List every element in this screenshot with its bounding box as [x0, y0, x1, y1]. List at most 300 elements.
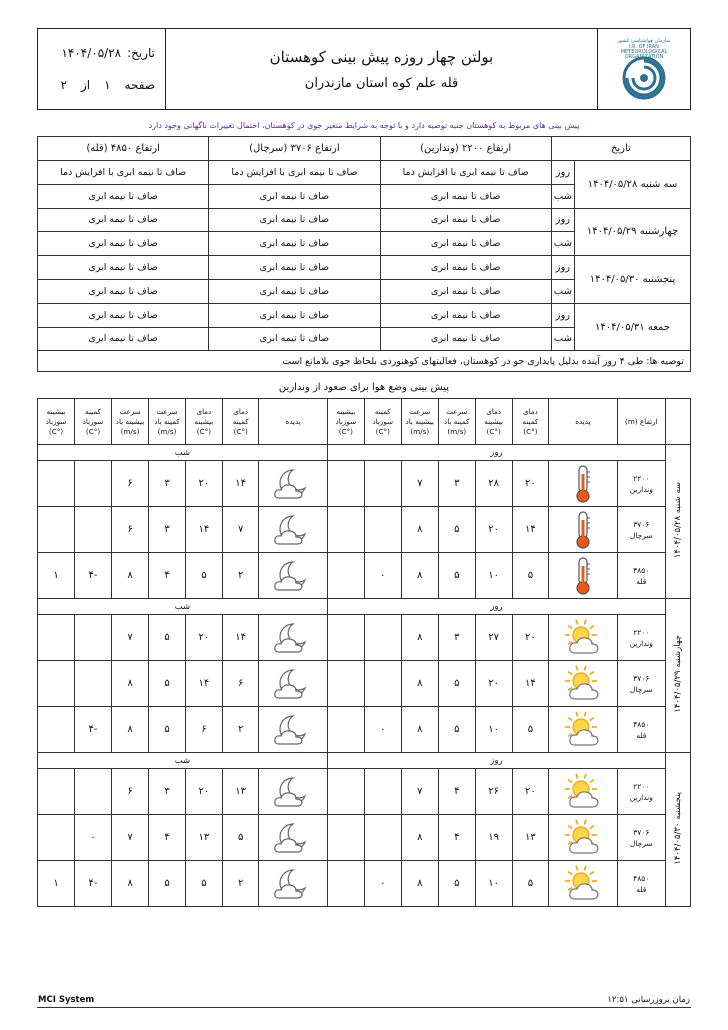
- day-label: روز: [327, 445, 665, 461]
- day-value: ۵: [512, 553, 549, 599]
- column-header-line: (°C): [48, 426, 64, 436]
- summary-header-altitude: ارتفاع ۳۷۰۶ (سرچال): [209, 137, 380, 161]
- night-phenomenon-cell: [259, 461, 327, 507]
- altitude-place: سرچال: [629, 838, 653, 848]
- summary-condition: صاف تا نیمه ابری: [38, 327, 209, 351]
- night-value: ۲: [222, 707, 259, 753]
- day-date-cell: [665, 445, 690, 599]
- day-value: ۰: [364, 861, 401, 907]
- column-header-line: (m/s): [447, 426, 467, 436]
- day-value: ۳: [438, 461, 475, 507]
- day-phenomenon-cell: [549, 615, 617, 661]
- column-header-line: سرعت: [156, 406, 178, 416]
- logo-text-1: I.R. OF IRAN: [629, 44, 659, 50]
- day-value: ۵: [512, 861, 549, 907]
- day-value: ۳: [438, 615, 475, 661]
- disclaimer-note: پیش بینی های مربوط به کوهستان جنبه توصیه دارد و با توجه به شرایط متغیر جوی در کوهستان، احتمال تغییرات ناگهانی وجود دارد: [148, 121, 580, 130]
- day-date-cell: [665, 599, 690, 753]
- header-min-temp: [512, 399, 549, 445]
- day-value: ۵: [438, 553, 475, 599]
- night-value: ۲: [222, 553, 259, 599]
- summary-daynight: روز: [551, 208, 574, 232]
- altitude-value: ۴۸۵۰: [633, 719, 650, 729]
- daynight-label-row: [38, 445, 691, 461]
- night-value: -۴: [75, 553, 112, 599]
- day-value: ۸: [401, 661, 438, 707]
- day-date: پنجشنبه ۱۴۰۴/۰۵/۳۰: [672, 791, 683, 865]
- moon-cloud-icon: [259, 866, 326, 902]
- moon-cloud-icon: [259, 558, 326, 594]
- header-min-wind-night: [149, 399, 186, 445]
- night-value: [75, 461, 112, 507]
- night-value: ۷: [112, 815, 149, 861]
- altitude-cell: [617, 461, 665, 507]
- detail-title: پیش بینی وضع هوا برای صعود از وندارین: [278, 382, 450, 393]
- night-phenomenon-cell: [259, 553, 327, 599]
- column-header-line: دمای: [522, 406, 538, 416]
- altitude-place: سرچال: [629, 530, 653, 540]
- summary-condition: صاف تا نیمه ابری با افزایش دما: [380, 161, 551, 185]
- header-max-temp: [475, 399, 512, 445]
- sun-cloud-icon: [549, 865, 616, 903]
- altitude-row: [38, 861, 691, 907]
- day-value: ۱۹: [475, 815, 512, 861]
- logo-text-2: METEOROLOGICAL: [620, 49, 668, 55]
- altitude-value: ۲۲۰۰: [633, 473, 650, 483]
- summary-header-date: تاریخ: [551, 137, 690, 161]
- day-value: ۸: [401, 553, 438, 599]
- summary-condition: صاف تا نیمه ابری: [209, 208, 380, 232]
- night-value: ۶: [186, 707, 223, 753]
- column-header-line: کمینه: [374, 406, 391, 416]
- summary-daynight: روز: [551, 256, 574, 280]
- footer-divider: [37, 1007, 691, 1008]
- day-phenomenon-cell: [549, 553, 617, 599]
- night-value: ۱: [38, 861, 75, 907]
- altitude-row: [38, 615, 691, 661]
- header-max-windchill-night: [38, 399, 75, 445]
- sun-cloud-icon: [549, 773, 616, 811]
- summary-condition: صاف تا نیمه ابری: [38, 208, 209, 232]
- summary-condition: صاف تا نیمه ابری: [209, 327, 380, 351]
- day-value: [364, 461, 401, 507]
- day-value: [364, 507, 401, 553]
- summary-row: [38, 208, 691, 232]
- altitude-row: [38, 707, 691, 753]
- night-value: ۵: [149, 661, 186, 707]
- night-value: ۳: [149, 769, 186, 815]
- summary-row: [38, 256, 691, 280]
- footer-system: MCI System: [38, 995, 95, 1005]
- summary-condition: صاف تا نیمه ابری: [38, 232, 209, 256]
- altitude-cell: [617, 507, 665, 553]
- night-value: ۵: [186, 553, 223, 599]
- header-phenomenon-night: پدیده: [259, 399, 327, 445]
- column-header-line: سرعت: [446, 406, 468, 416]
- day-value: [327, 615, 364, 661]
- night-value: -۴: [75, 707, 112, 753]
- altitude-cell: [617, 815, 665, 861]
- summary-date: پنجشنبه ۱۴۰۴/۰۵/۳۰: [575, 256, 691, 304]
- day-value: ۲۰: [475, 661, 512, 707]
- summary-daynight: روز: [551, 161, 574, 185]
- column-header-line: (°C): [338, 426, 353, 436]
- day-phenomenon-cell: [549, 661, 617, 707]
- altitude-cell: [617, 769, 665, 815]
- day-value: ۱۰: [475, 861, 512, 907]
- column-header-line: بیشینه: [46, 406, 66, 416]
- date-page-box: [38, 29, 166, 109]
- day-phenomenon-cell: [549, 815, 617, 861]
- night-value: [38, 815, 75, 861]
- altitude-cell: [617, 707, 665, 753]
- day-value: [327, 461, 364, 507]
- night-value: ۸: [112, 661, 149, 707]
- day-value: [327, 815, 364, 861]
- summary-condition: صاف تا نیمه ابری: [209, 184, 380, 208]
- night-value: [38, 769, 75, 815]
- summary-condition: صاف تا نیمه ابری: [209, 279, 380, 303]
- day-value: ۲۰: [512, 615, 549, 661]
- column-header-line: بیشینه: [336, 406, 356, 416]
- summary-daynight: شب: [551, 279, 574, 303]
- night-value: ۷: [222, 507, 259, 553]
- summary-condition: صاف تا نیمه ابری: [38, 303, 209, 327]
- day-value: ۲۶: [475, 769, 512, 815]
- summary-date: سه شنبه ۱۴۰۴/۰۵/۲۸: [575, 161, 691, 209]
- day-value: ۸: [401, 507, 438, 553]
- day-value: ۵: [438, 507, 475, 553]
- column-header-line: کمینه باد: [154, 416, 180, 426]
- night-phenomenon-cell: [259, 707, 327, 753]
- night-label: شب: [38, 445, 328, 461]
- bulletin-title: بولتن چهار روزه پیش بینی کوهستان: [269, 47, 494, 66]
- summary-daynight: روز: [551, 303, 574, 327]
- sun-cloud-icon: [549, 619, 616, 657]
- altitude-row: [38, 461, 691, 507]
- day-value: ۲۷: [475, 615, 512, 661]
- logo-text-3: ORGANIZATION: [624, 54, 664, 60]
- altitude-place: وندارین: [629, 638, 653, 648]
- summary-condition: صاف تا نیمه ابری: [209, 303, 380, 327]
- page-total: ۲: [60, 78, 67, 92]
- header-altitude: ارتفاع (m): [617, 399, 665, 445]
- night-value: [75, 769, 112, 815]
- column-header-line: دمای: [233, 406, 249, 416]
- summary-date: جمعه ۱۴۰۴/۰۵/۳۱: [575, 303, 691, 351]
- day-value: ۰: [364, 707, 401, 753]
- moon-cloud-icon: [259, 512, 326, 548]
- irimo-logo: [597, 29, 690, 109]
- day-value: [327, 507, 364, 553]
- day-value: [327, 861, 364, 907]
- summary-condition: صاف تا نیمه ابری: [380, 303, 551, 327]
- header-max-wind: [401, 399, 438, 445]
- header-min-windchill: [364, 399, 401, 445]
- date-label: تاریخ:: [127, 46, 155, 60]
- column-header-line: سوزباد: [82, 416, 104, 426]
- day-value: ۱۰: [475, 707, 512, 753]
- night-value: ۲۰: [186, 769, 223, 815]
- header-phenomenon-day: پدیده: [549, 399, 617, 445]
- night-value: ۰: [75, 815, 112, 861]
- detail-header-row: [38, 399, 691, 445]
- header-min-windchill-night: [75, 399, 112, 445]
- day-value: ۱۳: [512, 815, 549, 861]
- day-phenomenon-cell: [549, 707, 617, 753]
- column-header-line: (°C): [523, 426, 538, 436]
- altitude-value: ۲۲۰۰: [633, 627, 650, 637]
- day-value: ۴: [438, 769, 475, 815]
- altitude-place: قله: [636, 576, 647, 586]
- thermometer-icon: [549, 556, 616, 596]
- altitude-value: ۳۷۰۶: [633, 519, 650, 529]
- daynight-label-row: [38, 753, 691, 769]
- altitude-value: ۲۲۰۰: [633, 781, 650, 791]
- day-value: ۸: [401, 815, 438, 861]
- altitude-place: وندارین: [629, 484, 653, 494]
- summary-condition: صاف تا نیمه ابری با افزایش دما: [38, 161, 209, 185]
- day-date-cell: [665, 753, 690, 907]
- night-phenomenon-cell: [259, 615, 327, 661]
- summary-condition: صاف تا نیمه ابری: [38, 279, 209, 303]
- summary-table: [37, 136, 691, 372]
- day-phenomenon-cell: [549, 769, 617, 815]
- day-value: [327, 707, 364, 753]
- moon-cloud-icon: [259, 712, 326, 748]
- night-phenomenon-cell: [259, 861, 327, 907]
- column-header-line: (m/s): [157, 426, 177, 436]
- night-value: ۱: [38, 553, 75, 599]
- column-header-line: کمینه باد: [444, 416, 470, 426]
- day-date: سه شنبه ۱۴۰۴/۰۵/۲۸: [672, 481, 683, 559]
- column-header-line: سوزباد: [45, 416, 67, 426]
- night-phenomenon-cell: [259, 769, 327, 815]
- day-phenomenon-cell: [549, 461, 617, 507]
- daynight-label-row: [38, 599, 691, 615]
- night-value: ۱۴: [186, 507, 223, 553]
- of-label: از: [80, 78, 91, 92]
- night-value: [38, 615, 75, 661]
- day-date: چهارشنبه ۱۴۰۴/۰۵/۲۹: [672, 635, 683, 713]
- column-header-line: سوزباد: [335, 416, 357, 426]
- night-value: ۵: [222, 815, 259, 861]
- header-max-windchill: [327, 399, 364, 445]
- night-value: ۵: [149, 861, 186, 907]
- recommendation-row: [38, 351, 691, 372]
- column-header-line: (°C): [85, 426, 101, 436]
- night-value: [75, 507, 112, 553]
- night-value: ۶: [112, 507, 149, 553]
- thermometer-icon: [549, 510, 616, 550]
- day-value: ۴: [438, 815, 475, 861]
- column-header-line: سرعت: [119, 406, 141, 416]
- day-label: روز: [327, 599, 665, 615]
- day-value: [364, 815, 401, 861]
- night-value: ۱۳: [222, 769, 259, 815]
- night-value: ۳: [149, 507, 186, 553]
- day-value: [364, 615, 401, 661]
- day-value: ۸: [401, 861, 438, 907]
- column-header-line: سوزباد: [372, 416, 394, 426]
- day-value: ۲۰: [512, 461, 549, 507]
- day-value: [327, 661, 364, 707]
- altitude-value: ۳۷۰۶: [633, 827, 650, 837]
- summary-daynight: شب: [551, 327, 574, 351]
- day-value: ۸: [401, 707, 438, 753]
- day-value: ۲۰: [475, 507, 512, 553]
- summary-header-row: [38, 137, 691, 161]
- summary-date: چهارشنبه ۱۴۰۴/۰۵/۲۹: [575, 208, 691, 256]
- logo-text-fa: سازمان هواشناسی کشور: [617, 38, 671, 44]
- day-value: [327, 553, 364, 599]
- column-header-line: دمای: [486, 406, 502, 416]
- night-value: ۸: [112, 707, 149, 753]
- night-value: ۵: [149, 615, 186, 661]
- header-max-wind-night: [112, 399, 149, 445]
- day-value: [364, 661, 401, 707]
- altitude-place: قله: [636, 730, 647, 740]
- summary-condition: صاف تا نیمه ابری: [38, 256, 209, 280]
- day-value: ۵: [438, 861, 475, 907]
- recommendation-text: توصیه ها: طی ۴ روز آینده بدلیل پایداری جو در کوهستان، فعالیتهای کوهنوردی بلحاظ جوی بلامانع است: [38, 351, 691, 372]
- day-value: ۱۴: [512, 507, 549, 553]
- summary-condition: صاف تا نیمه ابری: [380, 256, 551, 280]
- moon-cloud-icon: [259, 620, 326, 656]
- night-value: ۲۰: [186, 461, 223, 507]
- day-value: ۵: [438, 661, 475, 707]
- sun-cloud-icon: [549, 819, 616, 857]
- day-value: ۲۸: [475, 461, 512, 507]
- summary-condition: صاف تا نیمه ابری: [380, 327, 551, 351]
- column-header-line: (°C): [233, 426, 248, 436]
- night-value: [38, 707, 75, 753]
- summary-header-altitude: ارتفاع ۲۲۰۰ (وندارین): [380, 137, 551, 161]
- night-value: ۵: [149, 707, 186, 753]
- column-header-line: کمینه: [232, 416, 249, 426]
- detail-table: [37, 398, 691, 907]
- column-header-line: کمینه: [522, 416, 539, 426]
- day-value: ۷: [401, 461, 438, 507]
- summary-condition: صاف تا نیمه ابری: [209, 232, 380, 256]
- summary-condition: صاف تا نیمه ابری: [38, 184, 209, 208]
- header-max-temp-night: [186, 399, 223, 445]
- night-value: ۲۰: [186, 615, 223, 661]
- altitude-place: سرچال: [629, 684, 653, 694]
- night-value: [38, 461, 75, 507]
- summary-condition: صاف تا نیمه ابری: [209, 256, 380, 280]
- summary-condition: صاف تا نیمه ابری: [380, 279, 551, 303]
- summary-header-altitude: ارتفاع ۴۸۵۰ (قله): [38, 137, 209, 161]
- date-value: ۱۴۰۴/۰۵/۲۸: [61, 46, 122, 60]
- altitude-row: [38, 661, 691, 707]
- header-min-wind: [438, 399, 475, 445]
- column-header-line: (°C): [196, 426, 212, 436]
- day-value: ۷: [401, 769, 438, 815]
- header-min-temp-night: [222, 399, 259, 445]
- night-value: ۱۴: [222, 461, 259, 507]
- night-label: شب: [38, 753, 328, 769]
- sun-cloud-icon: [549, 665, 616, 703]
- column-header-line: بیشینه باد: [115, 416, 145, 426]
- altitude-place: وندارین: [629, 792, 653, 802]
- night-value: ۸: [112, 861, 149, 907]
- bulletin-header: [37, 28, 691, 110]
- altitude-row: [38, 553, 691, 599]
- night-phenomenon-cell: [259, 661, 327, 707]
- header-date-col: [665, 399, 690, 445]
- day-value: ۱۴: [512, 661, 549, 707]
- day-value: ۸: [401, 615, 438, 661]
- moon-cloud-icon: [259, 466, 326, 502]
- sun-cloud-icon: [549, 711, 616, 749]
- summary-daynight: شب: [551, 184, 574, 208]
- thermometer-icon: [549, 464, 616, 504]
- night-value: ۶: [222, 661, 259, 707]
- moon-cloud-icon: [259, 820, 326, 856]
- column-header-line: کمینه: [85, 406, 101, 416]
- altitude-row: [38, 507, 691, 553]
- night-value: [75, 661, 112, 707]
- altitude-cell: [617, 615, 665, 661]
- summary-condition: صاف تا نیمه ابری با افزایش دما: [209, 161, 380, 185]
- night-value: ۵: [186, 861, 223, 907]
- night-value: [75, 615, 112, 661]
- night-phenomenon-cell: [259, 507, 327, 553]
- day-phenomenon-cell: [549, 507, 617, 553]
- day-value: ۰: [364, 553, 401, 599]
- night-value: ۶: [112, 461, 149, 507]
- night-value: ۸: [112, 553, 149, 599]
- column-header-line: (°C): [375, 426, 390, 436]
- footer-update-time: زمان بروزرسانی ۱۲:۵۱: [607, 995, 690, 1005]
- night-label: شب: [38, 599, 328, 615]
- altitude-cell: [617, 553, 665, 599]
- moon-cloud-icon: [259, 774, 326, 810]
- column-header-line: سرعت: [409, 406, 431, 416]
- altitude-row: [38, 815, 691, 861]
- night-value: ۳: [149, 461, 186, 507]
- day-label: روز: [327, 753, 665, 769]
- bulletin-subtitle: قله علم کوه استان مازندران: [304, 75, 459, 91]
- night-value: -۴: [75, 861, 112, 907]
- altitude-cell: [617, 661, 665, 707]
- altitude-cell: [617, 861, 665, 907]
- night-value: ۴: [149, 815, 186, 861]
- night-value: ۱۴: [186, 661, 223, 707]
- altitude-value: ۴۸۵۰: [633, 565, 650, 575]
- column-header-line: بیشینه باد: [405, 416, 434, 426]
- night-value: ۶: [112, 769, 149, 815]
- moon-cloud-icon: [259, 666, 326, 702]
- summary-row: [38, 161, 691, 185]
- altitude-value: ۴۸۵۰: [633, 873, 650, 883]
- summary-condition: صاف تا نیمه ابری: [380, 208, 551, 232]
- summary-row: [38, 303, 691, 327]
- altitude-value: ۳۷۰۶: [633, 673, 650, 683]
- night-value: ۴: [149, 553, 186, 599]
- night-phenomenon-cell: [259, 815, 327, 861]
- page-label: صفحه: [124, 78, 155, 92]
- day-value: [327, 769, 364, 815]
- summary-daynight: شب: [551, 232, 574, 256]
- night-value: [38, 661, 75, 707]
- column-header-line: (°C): [486, 426, 501, 436]
- altitude-place: قله: [636, 884, 647, 894]
- day-phenomenon-cell: [549, 861, 617, 907]
- day-value: ۵: [438, 707, 475, 753]
- day-value: ۲۰: [512, 769, 549, 815]
